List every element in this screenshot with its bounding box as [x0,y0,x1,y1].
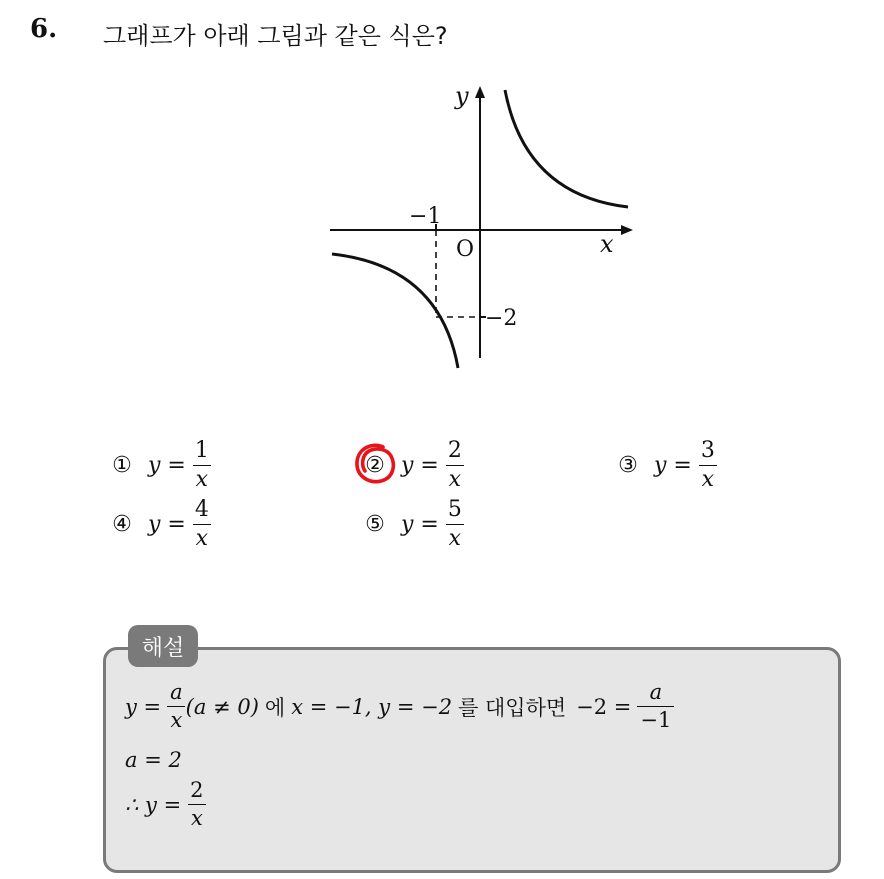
choice-5[interactable] [361,499,465,550]
choice-lhs: y = [148,453,186,478]
y-tick-label: −2 [485,306,518,331]
choice-lhs: y = [148,512,186,537]
y-axis-label: y [455,82,469,110]
x-tick-label: −1 [409,204,442,229]
solution-conclusion-lhs: ∴ y = [125,792,182,817]
y-axis-arrow [475,86,485,98]
solution-fraction [167,682,186,731]
fraction-denominator: x [446,524,464,550]
solution-result: a = 2 [125,748,182,772]
solution-particle: 에 [264,695,286,720]
choice-fraction [192,440,212,491]
fraction-numerator: a [170,680,183,704]
solution-phrase: 를 대입하면 [458,695,567,720]
choice-fraction [445,499,465,550]
fraction-denominator: x [188,804,206,829]
choice-marker: ② [365,453,385,478]
solution-rhs-lhs: −2 = [576,694,632,719]
choice-marker: ① [112,453,132,478]
fraction-numerator: 2 [447,438,462,463]
fraction-numerator: 1 [194,438,209,463]
fraction-numerator: 3 [700,438,715,463]
choice-lhs: y = [401,512,439,537]
solution-line-3 [125,780,207,829]
choice-1[interactable] [108,440,212,491]
choice-fraction [192,499,212,550]
fraction-denominator: x [446,465,464,491]
choice-lhs: y = [654,453,692,478]
question-number: 6. [30,14,58,44]
question-text: 그래프가 아래 그림과 같은 식은? [103,22,448,50]
choice-4[interactable] [108,499,212,550]
fraction-denominator: x [699,465,717,491]
solution-substitution: x = −1, y = −2 [291,694,453,719]
fraction-numerator: 4 [194,497,209,522]
solution-line-2 [125,748,182,772]
choice-fraction [445,440,465,491]
x-axis-label: x [600,230,614,258]
solution-rhs-fraction [637,682,674,731]
fraction-denominator: x [193,524,211,550]
fraction-denominator: x [167,706,185,731]
fraction-denominator: −1 [637,706,674,731]
choice-marker: ④ [112,512,132,537]
fraction-numerator: 2 [190,778,204,802]
solution-lhs: y = [125,694,162,719]
solution-condition: (a ≠ 0) [185,694,259,719]
solution-conclusion-fraction [187,780,206,829]
solution-box [103,647,841,873]
origin-label: O [456,237,475,262]
solution-line-1 [125,682,674,731]
solution-label: 해설 [128,625,198,667]
curve-lower-left [332,254,458,368]
fraction-numerator: a [649,680,663,704]
curve-upper-right [505,90,628,207]
x-axis-arrow [621,225,633,235]
choice-lhs: y = [401,453,439,478]
fraction-numerator: 5 [447,497,462,522]
choice-marker: ③ [618,453,638,478]
hyperbola-graph [325,80,645,380]
choice-2[interactable] [361,440,465,491]
choice-3[interactable] [614,440,718,491]
choice-marker: ⑤ [365,512,385,537]
fraction-denominator: x [193,465,211,491]
choice-fraction [698,440,718,491]
